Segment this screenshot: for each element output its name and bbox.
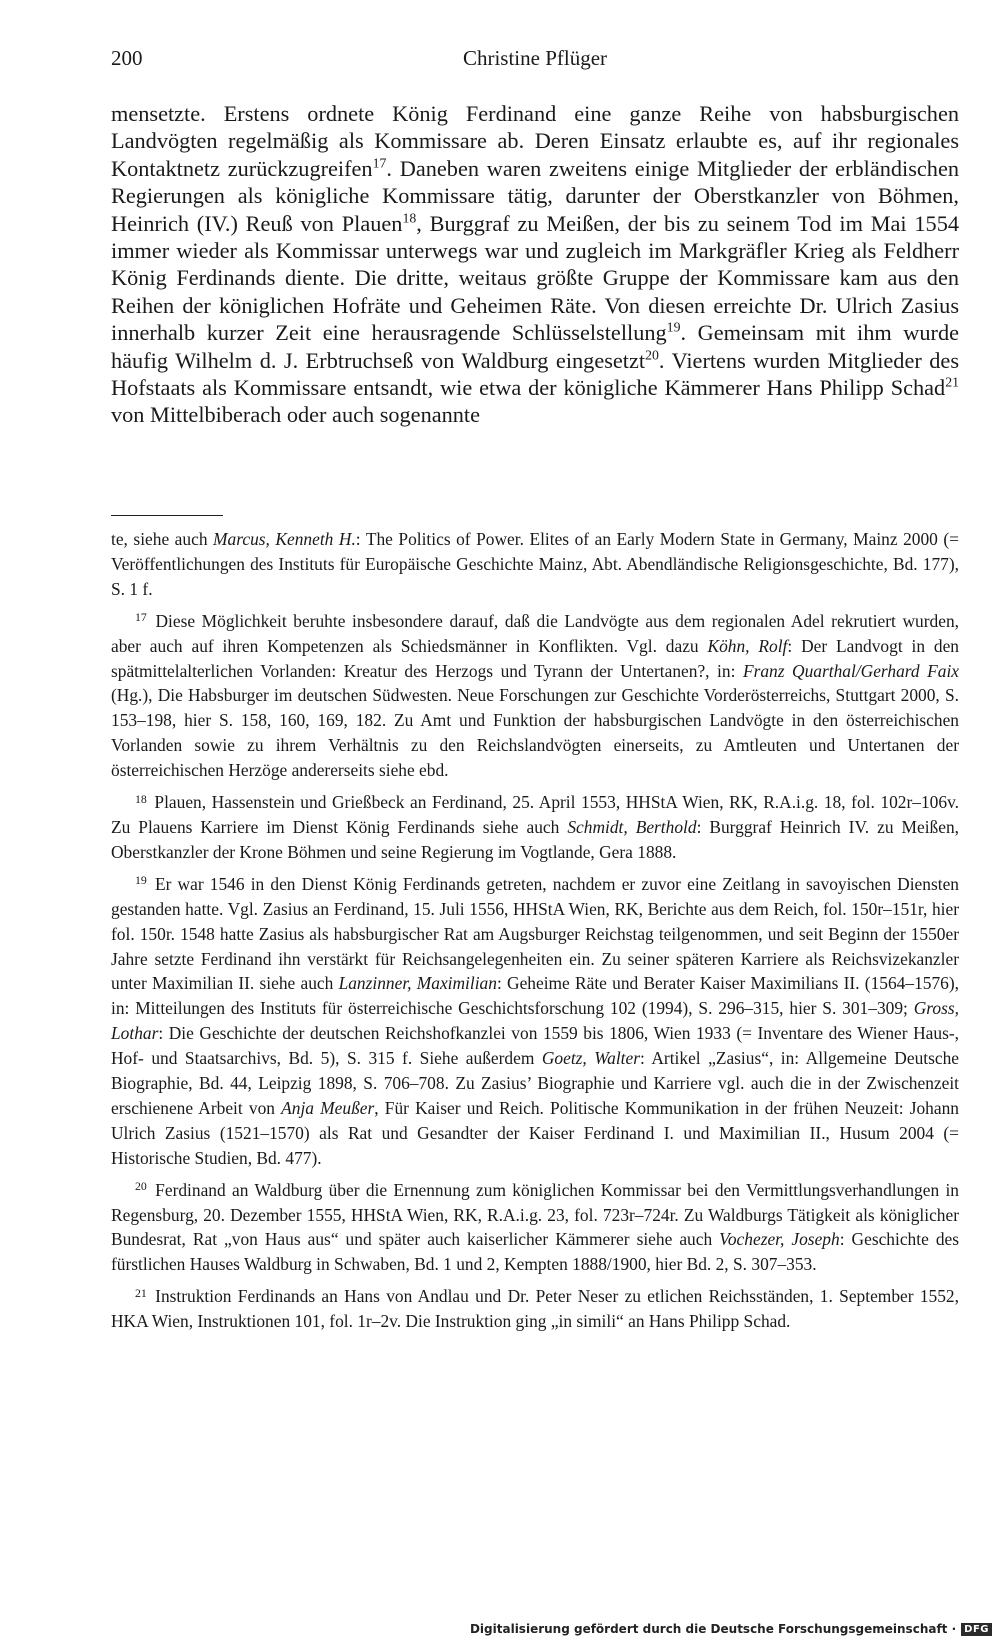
main-text-segment: . Viertens wurden Mitglieder des Hofstaats als Kommissare entsandt, wie etwa der königliche Kämmerer Hans Philipp Schad: [111, 347, 960, 401]
footnote-text: te, siehe auch: [111, 529, 214, 549]
author-name: Goetz, Walter: [541, 1048, 640, 1069]
author-name: Marcus, Kenneth H.: [213, 529, 356, 549]
footnote-ref-20[interactable]: 20: [645, 347, 659, 363]
main-text-segment: . Daneben waren zweitens einige Mitglieder der erbländischen Regierungen als königliche Kommissare tätig, darunter der Oberstkanzler von Böhmen, Heinrich (IV.) Reuß von Plauen: [111, 155, 959, 236]
footnote-text: : Artikel „Zasius“, in: Allgemeine Deutsche Biographie, Bd. 44, Leipzig 1898, S. 706–708. Zu Zasius’ Biographie und Karriere vgl. auch die in der Zwischenzeit erschienene Arbeit von: [111, 1048, 959, 1118]
main-text-segment: von Mittelbiberach oder auch sogenannte: [111, 402, 481, 428]
footnote-ref-17[interactable]: 17: [372, 155, 387, 171]
footnote-text: : The Politics of Power. Elites of an Early Modern State in Germany, Mainz 2000 (= Veröffentlichungen des Instituts für Europäische Geschichte Mainz, Abt. Abendländische Religionsgeschichte, Bd. 177), S. 1 f.: [111, 529, 959, 599]
footnote-text: Instruktion Ferdinands an Hans von Andlau und Dr. Peter Neser zu etlichen Reichsständen, 1. September 1552, HKA Wien, Instruktionen 101, fol. 1r–2v. Die Instruktion ging „in simili“ an Hans Philipp Schad.: [111, 1286, 959, 1332]
author-name: Vochezer, Joseph: [719, 1229, 840, 1250]
footnote-19: [111, 872, 959, 1171]
footnote-text: : Geschichte des fürstlichen Hauses Waldburg in Schwaben, Bd. 1 und 2, Kempten 1888/1900, hier Bd. 2, S. 307–353.: [111, 1229, 959, 1275]
footnote-text: Diese Möglichkeit beruhte insbesondere darauf, daß die Landvögte aus dem regionalen Adel rekrutiert wurden, aber auch auf ihren Kompetenzen als Schiedsmänner in Konflikten. Vgl. dazu: [111, 610, 959, 656]
footnote-text: Er war 1546 in den Dienst König Ferdinands getreten, nachdem er zuvor eine Zeitlang in savoyischen Diensten gestanden hatte. Vgl. Zasius an Ferdinand, 15. Juli 1556, HHStA Wien, RK, Berichte aus dem Reich, fol. 150r–151r, hier fol. 150r. 1548 hatte Zasius als habsburgischer Rat am Augsburger Reichstag teilgenommen, und seit Beginn der 1550er Jahre setzte Ferdinand ihn verstärkt für Reichsangelegenheiten ein. Zu seiner späteren Karriere als Reichsvizekanzler unter Maximilian II. siehe auch: [111, 873, 959, 994]
page-number: 200: [111, 46, 143, 70]
footnote-text: , Für Kaiser und Reich. Politische Kommunikation in der frühen Neuzeit: Johann Ulrich Zasius (1521–1570) als Rat und Gesandter der Kaiser Ferdinand I. und Maximilian II., Husum 2004 (= Historische Studien, Bd. 477).: [111, 1097, 959, 1168]
footnote-17: [111, 609, 959, 783]
author-name: Schmidt, Berthold: [567, 816, 697, 837]
main-text: [111, 100, 959, 429]
running-head: Christine Pflüger: [462, 46, 608, 70]
main-text-segment: . Gemeinsam mit ihm wurde häufig Wilhelm d. J. Erbtruchseß von Waldburg eingesetzt: [111, 320, 959, 373]
footnote-number: 21: [135, 1285, 147, 1300]
page-header: [111, 46, 959, 76]
footnote-ref-21[interactable]: 21: [945, 374, 959, 390]
footnote-text: (Hg.), Die Habsburger im deutschen Südwesten. Neue Forschungen zur Geschichte Vorderösterreichs, Stuttgart 2000, S. 153–198, hier S. 158, 160, 169, 182. Zu Amt und Funktion der habsburgischen Landvögte in den österreichischen Vorlanden sowie zu ihrem Verhältnis zu den Reichslandvögten einerseits, zu Amtleuten und Untertanen der österreichischen Herzöge andererseits siehe ebd.: [111, 685, 959, 781]
footnote-20: [111, 1178, 959, 1278]
author-name: Lanzinner, Maximilian: [338, 973, 497, 994]
main-text-segment: mensetzte. Erstens ordnete König Ferdinand eine ganze Reihe von habsburgischen Landvögten regelmäßig als Kommissare ab. Deren Einsatz erlaubte es, auf ihr regionales Kontaktnetz zurückzugreifen: [111, 101, 959, 181]
footnote-text: Ferdinand an Waldburg über die Ernennung zum königlichen Kommissar bei den Vermittlungsverhandlungen in Regensburg, 20. Dezember 1555, HHStA Wien, RK, R.A.i.g. 23, fol. 723r–724r. Zu Waldburgs Tätigkeit als königlicher Bundesrat, Rat „von Haus aus“ und später auch kaiserlicher Kämmerer siehe auch: [111, 1179, 959, 1250]
credit-text: Digitalisierung gefördert durch die Deutsche Forschungsgemeinschaft ·: [469, 1622, 957, 1636]
footnote-21: [111, 1284, 959, 1334]
footnote-18: [111, 790, 959, 865]
author-name: Franz Quarthal/Gerhard Faix: [742, 660, 959, 681]
author-name: Anja Meußer: [281, 1097, 375, 1118]
footnote-text: : Der Landvogt in den spätmittelalterlichen Vorlanden: Kreatur des Herzogs und Tyrann der Untertanen?, in:: [111, 635, 960, 681]
footnote-number: 19: [135, 873, 147, 888]
author-name: Gross, Lothar: [111, 998, 959, 1044]
footnotes: [111, 527, 959, 1341]
footnote-number: 17: [135, 610, 147, 625]
footnote-separator: [111, 515, 223, 516]
footnote-ref-19[interactable]: 19: [666, 319, 681, 335]
footnote-text: : Die Geschichte der deutschen Reichshofkanzlei von 1559 bis 1806, Wien 1933 (= Inventare des Wiener Haus-, Hof- und Staatsarchivs, Bd. 5), S. 315 f. Siehe außerdem: [111, 1023, 959, 1069]
footnote-text: Plauen, Hassenstein und Grießbeck an Ferdinand, 25. April 1553, HHStA Wien, RK, R.A.i.g. 18, fol. 102r–106v. Zu Plauens Karriere im Dienst König Ferdinands siehe auch: [111, 792, 959, 837]
dfg-logo-icon: DFG: [961, 1623, 992, 1636]
footnote-number: 20: [135, 1179, 147, 1194]
footnote-number: 18: [135, 791, 147, 806]
main-text-segment: , Burggraf zu Meißen, der bis zu seinem Tod im Mai 1554 immer wieder als Kommissar unterwegs war und zugleich im Markgräfler Krieg als Feldherr König Ferdinands diente. Die dritte, weitaus größte Gruppe der Kommissare kam aus den Reihen der königlichen Hofräte und Geheimen Räte. Von diesen erreichte Dr. Ulrich Zasius innerhalb kurzer Zeit eine herausragende Schlüsselstellung: [111, 210, 960, 346]
footnote-continuation: [111, 527, 959, 602]
author-name: Köhn, Rolf: [707, 635, 788, 656]
footnote-text: : Burggraf Heinrich IV. zu Meißen, Oberstkanzler der Krone Böhmen und seine Regierung im Vogtlande, Gera 1888.: [111, 816, 959, 862]
digitization-credit: [470, 1622, 992, 1636]
footnote-ref-18[interactable]: 18: [402, 210, 417, 226]
footnote-text: : Geheime Räte und Berater Kaiser Maximilians II. (1564–1576), in: Mitteilungen des Instituts für österreichische Geschichtsforschung 102 (1994), S. 296–315, hier S. 301–309;: [111, 973, 959, 1019]
